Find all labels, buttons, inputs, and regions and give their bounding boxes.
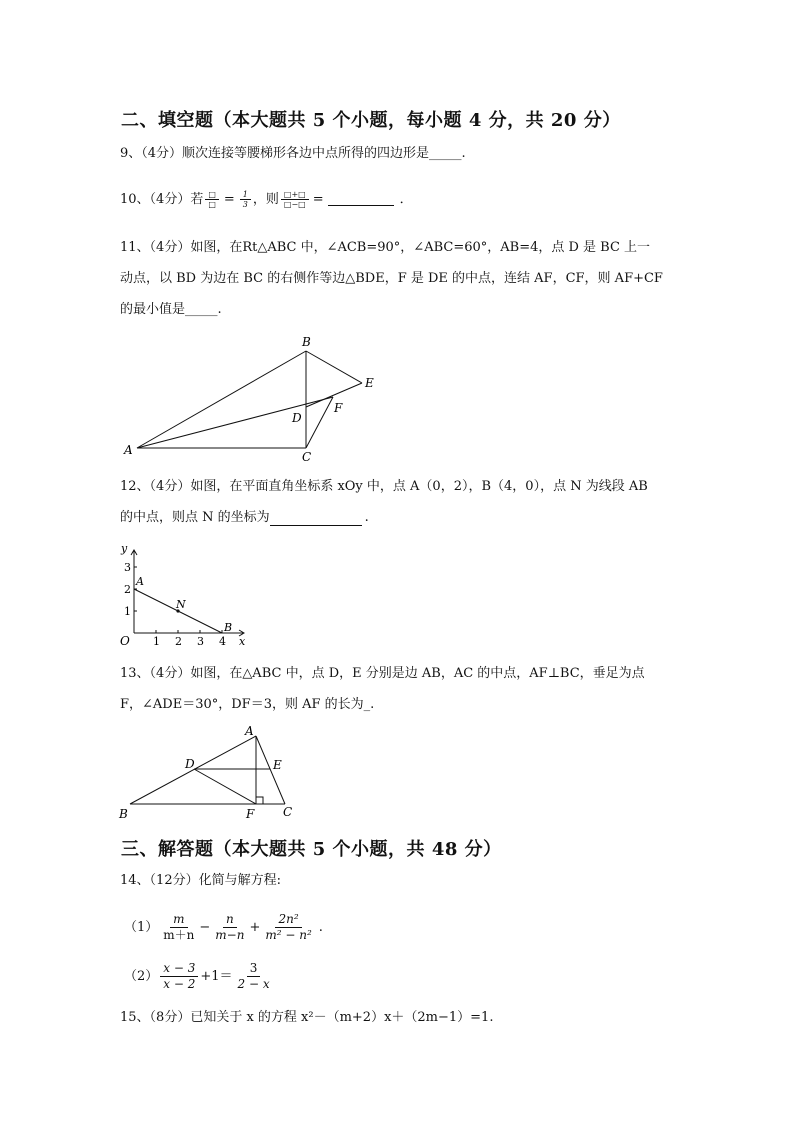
q14-p1-f2-denominator: m−n bbox=[215, 928, 245, 942]
q10-frac1-denominator: □ bbox=[208, 200, 216, 209]
q11-label-E: E bbox=[365, 376, 374, 390]
question-9: 9、（4分）顺次连接等腰梯形各边中点所得的四边形是_____. bbox=[120, 146, 466, 161]
q12-y-tick-label-1: 1 bbox=[124, 605, 131, 618]
q10-equals-2: = bbox=[312, 191, 324, 207]
q14-p2-f2-numerator: 3 bbox=[247, 961, 261, 977]
q14-p2-f1-numerator: x − 3 bbox=[160, 961, 198, 977]
question-15: 15、（8分）已知关于 x 的方程 x²－（m+2）x＋（2m−1）=1. bbox=[120, 1010, 494, 1025]
q10-frac1-numerator: □ bbox=[205, 190, 219, 200]
q14-p2-fraction-2 bbox=[235, 961, 273, 992]
q10-then: ，则 bbox=[252, 191, 279, 207]
q12-y-tick-label-2: 2 bbox=[124, 583, 131, 596]
q12-x-tick-label-3: 3 bbox=[197, 635, 204, 648]
q11-label-A: A bbox=[124, 443, 133, 457]
q12-line2-end: . bbox=[364, 510, 369, 525]
q10-end: ． bbox=[399, 191, 413, 207]
q12-x-tick-label-4: 4 bbox=[219, 635, 226, 648]
q13-label-F: F bbox=[246, 807, 255, 821]
q14-p2-mid: +1＝ bbox=[200, 968, 233, 984]
q10-prefix: 10、（4分）若 bbox=[120, 191, 204, 207]
q12-y-tick-label-3: 3 bbox=[124, 561, 131, 574]
q13-label-C: C bbox=[283, 805, 293, 819]
question-11-line-3: 的最小值是_____. bbox=[120, 302, 222, 317]
q13-segment-DF bbox=[194, 769, 256, 804]
q13-label-E: E bbox=[273, 758, 282, 772]
question-13-line-2: F，∠ADE＝30°，DF＝3，则 AF 的长为_. bbox=[120, 697, 375, 712]
q10-frac2-numerator: 1 bbox=[240, 190, 251, 200]
q14-p1-fraction-2 bbox=[212, 912, 247, 943]
q14-p1-fraction-3 bbox=[262, 912, 314, 943]
q10-frac3-numerator: □+□ bbox=[281, 190, 309, 200]
q14-part2-label: （2） bbox=[124, 968, 159, 984]
section-title-fill-in: 二、填空题（本大题共 5 个小题，每小题 4 分，共 20 分） bbox=[121, 110, 621, 131]
q14-p1-fraction-1 bbox=[160, 912, 197, 943]
q14-p1-plus: + bbox=[249, 919, 261, 935]
q12-x-tick-label-1: 1 bbox=[153, 635, 160, 648]
q13-label-A: A bbox=[245, 724, 254, 738]
q14-p1-f3-numerator: 2n² bbox=[275, 912, 301, 928]
q12-line2-prefix: 的中点，则点 N 的坐标为 bbox=[120, 510, 270, 525]
question-14: 14、（12分）化简与解方程: bbox=[120, 873, 281, 888]
q11-label-C: C bbox=[302, 450, 312, 464]
question-12-line-1: 12、（4分）如图，在平面直角坐标系 xOy 中，点 A（0，2），B（4，0），点 N 为线段 AB bbox=[120, 479, 648, 494]
q12-label-B: B bbox=[224, 621, 233, 634]
q11-label-B: B bbox=[302, 335, 311, 349]
q14-part-1 bbox=[124, 912, 323, 943]
q14-part1-label: （1） bbox=[124, 919, 159, 935]
q14-p1-end: . bbox=[318, 919, 323, 935]
q10-equals: = bbox=[223, 191, 235, 207]
q14-p1-f2-numerator: n bbox=[223, 912, 237, 928]
q11-label-F: F bbox=[334, 401, 343, 415]
q14-part-2 bbox=[124, 961, 275, 992]
q14-p1-f3-denominator: m² − n² bbox=[265, 928, 312, 942]
q12-origin-label: O bbox=[120, 634, 130, 648]
q10-frac2-denominator: 3 bbox=[242, 200, 248, 209]
q13-right-angle-mark bbox=[256, 797, 263, 804]
question-11-line-2: 动点，以 BD 为边在 BC 的右侧作等边△BDE，F 是 DE 的中点，连结 AF，CF，则 AF+CF bbox=[120, 271, 663, 286]
q13-label-B: B bbox=[119, 807, 128, 821]
q13-label-D: D bbox=[185, 757, 195, 771]
q12-label-A: A bbox=[136, 575, 144, 588]
q14-p2-f2-denominator: 2 − x bbox=[237, 977, 270, 991]
q12-label-N: N bbox=[176, 598, 186, 611]
q14-p1-f1-numerator: m bbox=[170, 912, 187, 928]
q14-p2-fraction-1 bbox=[160, 961, 198, 992]
question-13-line-1: 13、（4分）如图，在△ABC 中，点 D，E 分别是边 AB，AC 的中点，AF⊥BC，垂足为点 bbox=[120, 666, 645, 681]
q12-y-axis-label: y bbox=[121, 542, 128, 555]
q12-x-tick-label-2: 2 bbox=[175, 635, 182, 648]
q11-label-D: D bbox=[292, 411, 302, 425]
q14-p2-f1-denominator: x − 2 bbox=[163, 977, 196, 991]
q14-p1-minus: − bbox=[199, 919, 211, 935]
section-title-solutions: 三、解答题（本大题共 5 个小题，共 48 分） bbox=[121, 839, 502, 860]
question-11-line-1: 11、（4分）如图，在Rt△ABC 中，∠ACB=90°，∠ABC=60°，AB=4，点 D 是 BC 上一 bbox=[120, 240, 651, 255]
q12-x-axis-label: x bbox=[239, 635, 246, 648]
q14-p1-f1-denominator: m＋n bbox=[163, 928, 195, 942]
q10-frac3-denominator: □−□ bbox=[283, 200, 306, 209]
